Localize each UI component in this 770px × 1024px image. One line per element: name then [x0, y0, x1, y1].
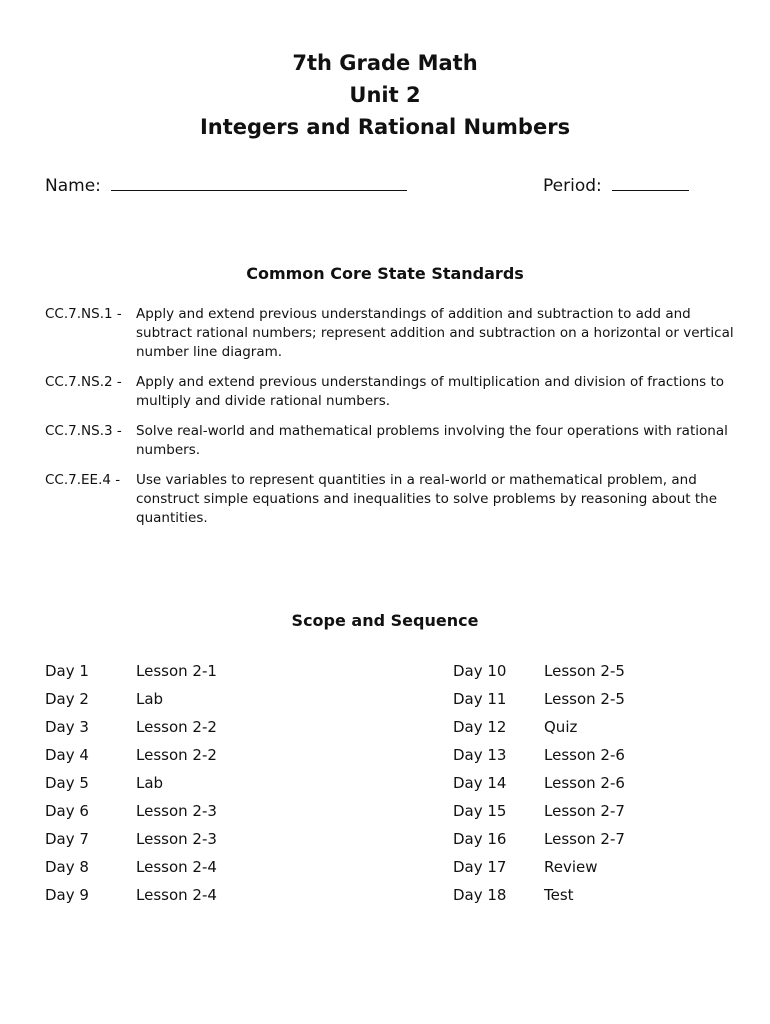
standard-item — [45, 305, 735, 362]
schedule-lesson: Lesson 2-4 — [136, 858, 217, 876]
schedule-row — [453, 744, 625, 772]
title-course: 7th Grade Math — [292, 51, 478, 75]
schedule-lesson: Test — [544, 886, 574, 904]
schedule-lesson: Lesson 2-3 — [136, 802, 217, 820]
schedule-row — [453, 856, 625, 884]
schedule-row — [453, 660, 625, 688]
title-unit: Unit 2 — [349, 83, 421, 107]
name-blank-line — [111, 174, 407, 191]
standard-code: CC.7.NS.1 - — [45, 306, 122, 322]
schedule-day: Day 12 — [453, 718, 507, 736]
schedule-day: Day 18 — [453, 886, 507, 904]
title-topic: Integers and Rational Numbers — [199, 115, 571, 139]
schedule-row — [453, 884, 625, 912]
schedule-lesson: Lesson 2-5 — [544, 690, 625, 708]
schedule-day: Day 11 — [453, 690, 507, 708]
schedule-day: Day 10 — [453, 662, 507, 680]
schedule-lesson: Lesson 2-6 — [544, 774, 625, 792]
period-field — [543, 174, 689, 196]
schedule-lesson: Lesson 2-1 — [136, 662, 217, 680]
schedule-row — [45, 688, 217, 716]
schedule-lesson: Lesson 2-4 — [136, 886, 217, 904]
schedule-row — [453, 828, 625, 856]
schedule-lesson: Lab — [136, 774, 164, 792]
standard-code: CC.7.NS.2 - — [45, 374, 122, 390]
document-title — [0, 47, 770, 143]
standard-item — [45, 471, 735, 528]
schedule-day: Day 15 — [453, 802, 507, 820]
period-blank-line — [612, 174, 689, 191]
schedule-day: Day 2 — [45, 690, 89, 708]
schedule-lesson: Lesson 2-6 — [544, 746, 625, 764]
schedule-day: Day 5 — [45, 774, 89, 792]
schedule-day: Day 4 — [45, 746, 89, 764]
schedule-row — [453, 688, 625, 716]
schedule-column-left — [45, 660, 217, 912]
schedule-lesson: Lesson 2-5 — [544, 662, 625, 680]
name-label: Name: — [45, 176, 101, 196]
schedule-lesson: Lesson 2-7 — [544, 830, 625, 848]
schedule-row — [45, 800, 217, 828]
schedule-lesson: Lab — [136, 690, 164, 708]
schedule-row — [45, 884, 217, 912]
schedule-lesson: Review — [544, 858, 598, 876]
standards-heading: Common Core State Standards — [246, 264, 524, 283]
schedule-day: Day 7 — [45, 830, 89, 848]
schedule-day: Day 9 — [45, 886, 89, 904]
schedule-lesson: Lesson 2-3 — [136, 830, 217, 848]
standard-text: Apply and extend previous understandings of multiplication and division of fractions to multiply and divide rational numbers. — [136, 374, 725, 409]
schedule-day: Day 1 — [45, 662, 89, 680]
standard-item — [45, 422, 735, 460]
schedule-day: Day 13 — [453, 746, 507, 764]
schedule-row — [45, 828, 217, 856]
standard-text: Solve real-world and mathematical problems involving the four operations with rational numbers. — [136, 423, 728, 458]
schedule-row — [45, 744, 217, 772]
schedule-lesson: Quiz — [544, 718, 578, 736]
period-label: Period: — [543, 176, 602, 196]
standard-item — [45, 373, 735, 411]
schedule-lesson: Lesson 2-2 — [136, 746, 217, 764]
schedule-row — [45, 660, 217, 688]
schedule-lesson: Lesson 2-2 — [136, 718, 217, 736]
schedule-lesson: Lesson 2-7 — [544, 802, 625, 820]
scope-heading: Scope and Sequence — [291, 611, 479, 630]
schedule-row — [453, 772, 625, 800]
standards-list — [45, 305, 735, 539]
schedule-row — [45, 772, 217, 800]
schedule-row — [453, 716, 625, 744]
name-field — [45, 174, 407, 196]
schedule-day: Day 17 — [453, 858, 507, 876]
schedule-day: Day 3 — [45, 718, 89, 736]
schedule-column-right — [453, 660, 625, 912]
schedule-day: Day 14 — [453, 774, 507, 792]
standard-text: Apply and extend previous understandings of addition and subtraction to add and subtract rational numbers; represent addition and subtraction on a horizontal or vertical number line diagram. — [136, 306, 734, 360]
standard-text: Use variables to represent quantities in a real-world or mathematical problem, and construct simple equations and inequalities to solve problems by reasoning about the quantities. — [136, 472, 718, 526]
schedule-row — [45, 856, 217, 884]
schedule-day: Day 6 — [45, 802, 89, 820]
schedule-day: Day 8 — [45, 858, 89, 876]
standard-code: CC.7.EE.4 - — [45, 472, 121, 488]
schedule-day: Day 16 — [453, 830, 507, 848]
schedule-row — [453, 800, 625, 828]
schedule-row — [45, 716, 217, 744]
standard-code: CC.7.NS.3 - — [45, 423, 122, 439]
